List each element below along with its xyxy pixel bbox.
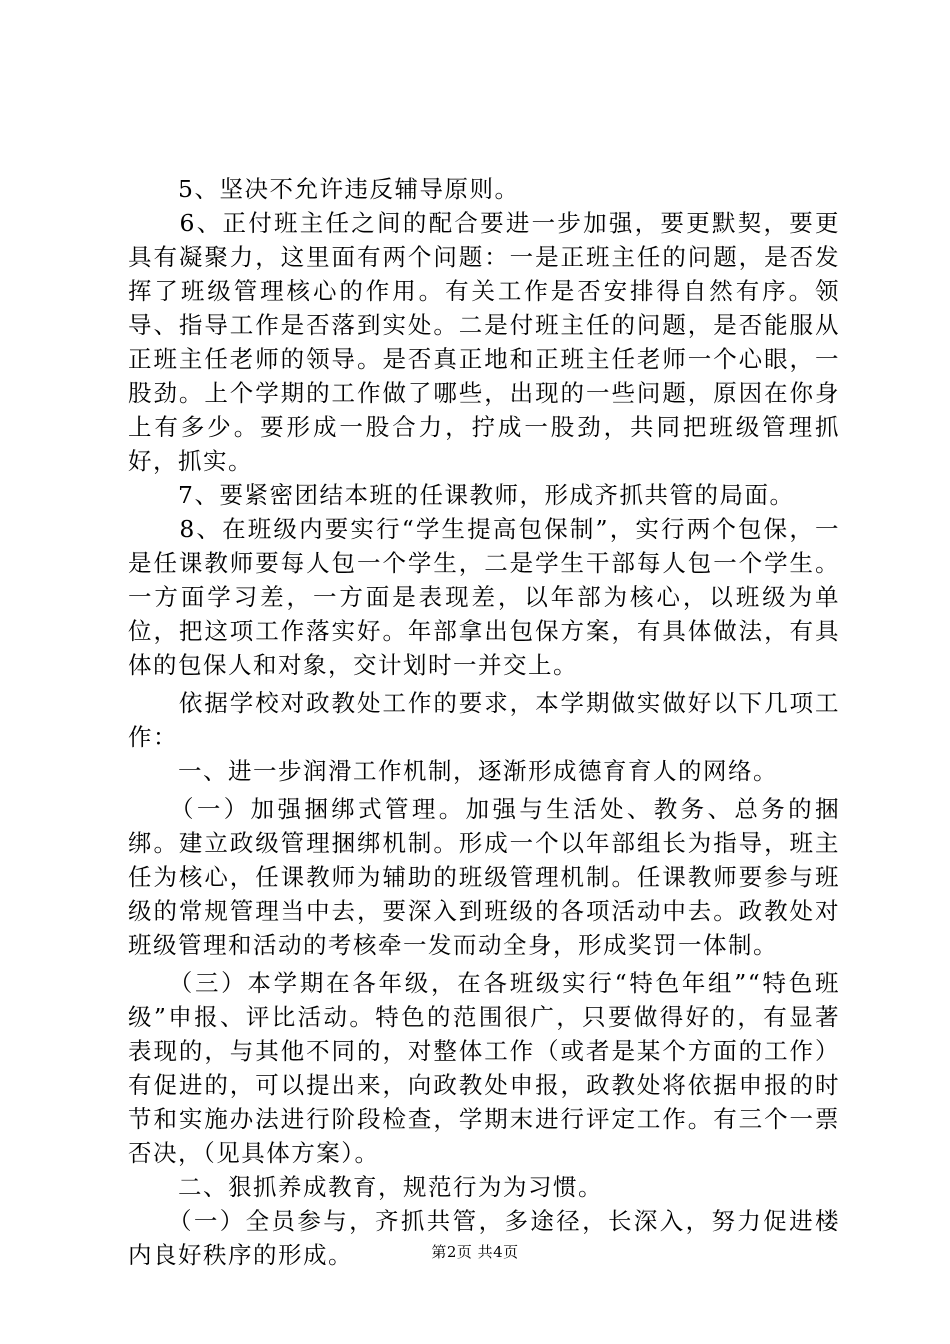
document-body [128, 172, 840, 1272]
paragraph-item-8: 8、在班级内要实行“学生提高包保制”，实行两个包保，一是任课教师要每人包一个学生，二是学生干部每人包一个学生。一方面学习差，一方面是表现差，以年部为核心，以班级为单位，把这项工作落实好。年部拿出包保方案，有具体做法，有具体的包保人和对象，交计划时一并交上。 [128, 515, 840, 679]
page-footer: 第2页 共4页 [431, 1243, 519, 1261]
paragraph-item-7: 7、要紧密团结本班的任课教师，形成齐抓共管的局面。 [128, 481, 795, 509]
paragraph-item-6: 6、正付班主任之间的配合要进一步加强，要更默契，要更具有凝聚力，这里面有两个问题：一是正班主任的问题，是否发挥了班级管理核心的作用。有关工作是否安排得自然有序。领导、指导工作是否落到实处。二是付班主任的问题，是否能服从正班主任老师的领导。是否真正地和正班主任老师一个心眼，一股劲。上个学期的工作做了哪些，出现的一些问题，原因在你身上有多少。要形成一股合力，拧成一股劲，共同把班级管理抓好，抓实。 [128, 209, 840, 475]
paragraph-work-requirements: 依据学校对政教处工作的要求，本学期做实做好以下几项工作： [128, 689, 840, 751]
paragraph-subsection-2-1: （一）全员参与，齐抓共管，多途径，长深入，努力促进楼内良好秩序的形成。 [128, 1207, 840, 1269]
section-heading-2: 二、狠抓养成教育，规范行为为习惯。 [128, 1173, 603, 1201]
section-heading-1: 一、进一步润滑工作机制，逐渐形成德育育人的网络。 [128, 757, 778, 785]
paragraph-item-5: 5、坚决不允许违反辅导原则。 [128, 175, 520, 203]
paragraph-subsection-3: （三）本学期在各年级，在各班级实行“特色年组”“特色班级”申报、评比活动。特色的范围很广，只要做得好的，有显著表现的，与其他不同的，对整体工作（或者是某个方面的工作）有促进的，可以提出来，向政教处申报，政教处将依据申报的时节和实施办法进行阶段检查，学期末进行评定工作。有三个一票否决，（见具体方案）。 [128, 969, 840, 1167]
paragraph-subsection-1: （一）加强捆绑式管理。加强与生活处、教务、总务的捆绑。建立政级管理捆绑机制。形成一个以年部组长为指导，班主任为核心，任课教师为辅助的班级管理机制。任课教师要参与班级的常规管理当中去，要深入到班级的各项活动中去。政教处对班级管理和活动的考核牵一发而动全身，形成奖罚一体制。 [128, 795, 840, 959]
